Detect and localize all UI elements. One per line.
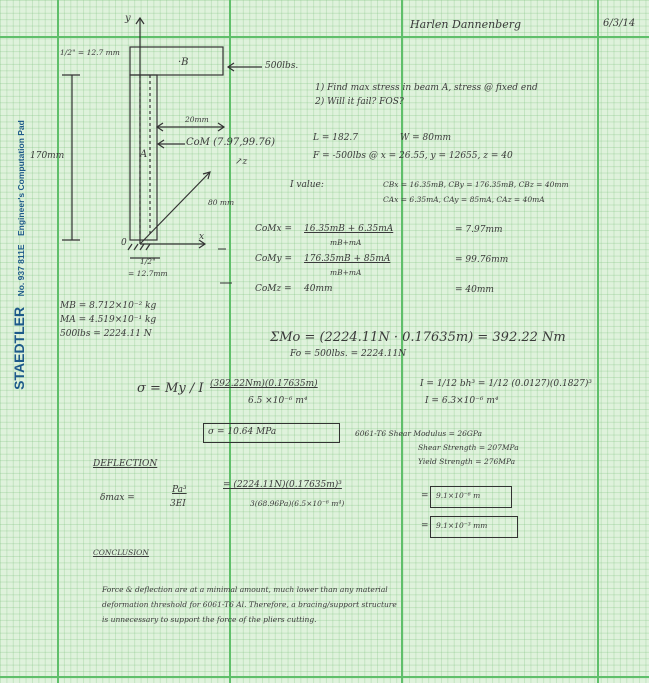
dim-20mm-label: 20mm xyxy=(185,115,209,124)
force-conversion: 500lbs = 2224.11 N xyxy=(60,329,152,339)
deflection-result-m: 9.1×10⁻⁶ m xyxy=(436,491,481,500)
com-x-lhs: CoMx = xyxy=(255,224,292,234)
date: 6/3/14 xyxy=(603,18,636,29)
conclusion-line-3: is unnecessary to support the force of the pliers cutting. xyxy=(102,615,317,624)
question-1: 1) Find max stress in beam A, stress @ fixed end xyxy=(315,83,538,93)
brand-logo: STAEDTLER xyxy=(11,306,27,390)
conclusion-line-2: deformation threshold for 6061-T6 Al. Therefore, a bracing/support structure xyxy=(102,600,397,609)
brand-model: No. 937 811E xyxy=(16,244,26,297)
conclusion-line-1: Force & deflection are at a minimal amount, much lower than any material xyxy=(102,585,388,594)
deflection-formula-num: Pa³ xyxy=(172,485,187,495)
inertia-formula: I = 1/12 bh³ = 1/12 (0.0127)(0.1827)³ xyxy=(420,379,593,389)
load-label: 500lbs. xyxy=(265,61,299,71)
deflection-formula-den: 3EI xyxy=(170,499,186,509)
bottom-half-label: 1/2" xyxy=(140,257,156,266)
given-w: W = 80mm xyxy=(400,133,452,143)
com-label: CoM (7.97,99.76) xyxy=(186,137,275,148)
dim-80mm-label: 80 mm xyxy=(208,198,235,207)
i-values-b: CBx = 16.35mB, CBy = 176.35mB, CBz = 40mm xyxy=(383,180,569,189)
moment-equation: ΣMo = (2224.11N · 0.17635m) = 392.22 Nm xyxy=(270,330,566,345)
equals-sign: = xyxy=(421,491,429,501)
mass-a: MA = 4.519×10⁻¹ kg xyxy=(60,315,157,325)
x-axis-label: x xyxy=(199,232,205,242)
com-y-num: 176.35mB + 85mA xyxy=(304,254,391,264)
material-yield-strength: Yield Strength = 276MPa xyxy=(418,457,516,466)
point-b-label: ·B xyxy=(178,57,189,68)
material-shear-strength: Shear Strength = 207MPa xyxy=(418,443,519,452)
height-label: 170mm xyxy=(30,151,65,161)
material-shear-modulus: 6061-T6 Shear Modulus = 26GPa xyxy=(355,429,483,438)
com-z-lhs: CoMz = xyxy=(255,284,292,294)
deflection-result-mm: 9.1×10⁻³ mm xyxy=(436,521,488,530)
com-y-lhs: CoMy = xyxy=(255,254,293,264)
com-y-result: = 99.76mm xyxy=(455,255,509,265)
given-l: L = 182.7 xyxy=(313,133,359,143)
bottom-mm-label: = 12.7mm xyxy=(128,269,168,278)
equals-sign: = xyxy=(421,521,429,531)
question-2: 2) Will it fail? FOS? xyxy=(315,97,404,107)
com-z-value: 40mm xyxy=(304,284,333,294)
mass-b: MB = 8.712×10⁻² kg xyxy=(60,301,157,311)
inertia-result: I = 6.3×10⁻⁶ m⁴ xyxy=(425,396,499,406)
deflection-denominator: 3(68.96Pa)(6.5×10⁻⁶ m⁴) xyxy=(250,499,345,508)
point-a-label: A xyxy=(140,149,148,160)
com-x-result: = 7.97mm xyxy=(455,225,503,235)
z-axis-label: ↗z xyxy=(235,157,248,167)
deflection-title: DEFLECTION xyxy=(93,459,158,469)
com-y-den: mB+mA xyxy=(330,268,362,277)
origin-label: 0 xyxy=(121,238,127,248)
deflection-lhs: δmax = xyxy=(100,493,135,503)
com-z-result: = 40mm xyxy=(455,285,494,295)
stress-denominator: 6.5 ×10⁻⁶ m⁴ xyxy=(248,396,308,406)
brand-product: Engineer's Computation Pad xyxy=(16,120,26,236)
author-name: Harlen Dannenberg xyxy=(410,18,522,31)
i-values-label: I value: xyxy=(290,180,324,190)
deflection-numerator: = (2224.11N)(0.17635m)³ xyxy=(223,480,342,490)
beam-b-rect xyxy=(130,47,223,75)
i-values-a: CAx = 6.35mA, CAy = 85mA, CAz = 40mA xyxy=(383,195,545,204)
com-x-num: 16.35mB + 6.35mA xyxy=(304,224,394,234)
moment-force: Fo = 500lbs. = 2224.11N xyxy=(290,349,407,359)
stress-numerator: (392.22Nm)(0.17635m) xyxy=(210,379,318,389)
half-width-label: 1/2" = 12.7 mm xyxy=(60,48,120,57)
stress-formula: σ = My / I xyxy=(137,381,204,396)
com-x-den: mB+mA xyxy=(330,238,362,247)
given-f: F = -500lbs @ x = 26.55, y = 12655, z = 40 xyxy=(313,151,513,161)
stress-result: σ = 10.64 MPa xyxy=(208,427,277,437)
conclusion-title: CONCLUSION xyxy=(93,548,149,557)
y-axis-label: y xyxy=(125,13,131,24)
